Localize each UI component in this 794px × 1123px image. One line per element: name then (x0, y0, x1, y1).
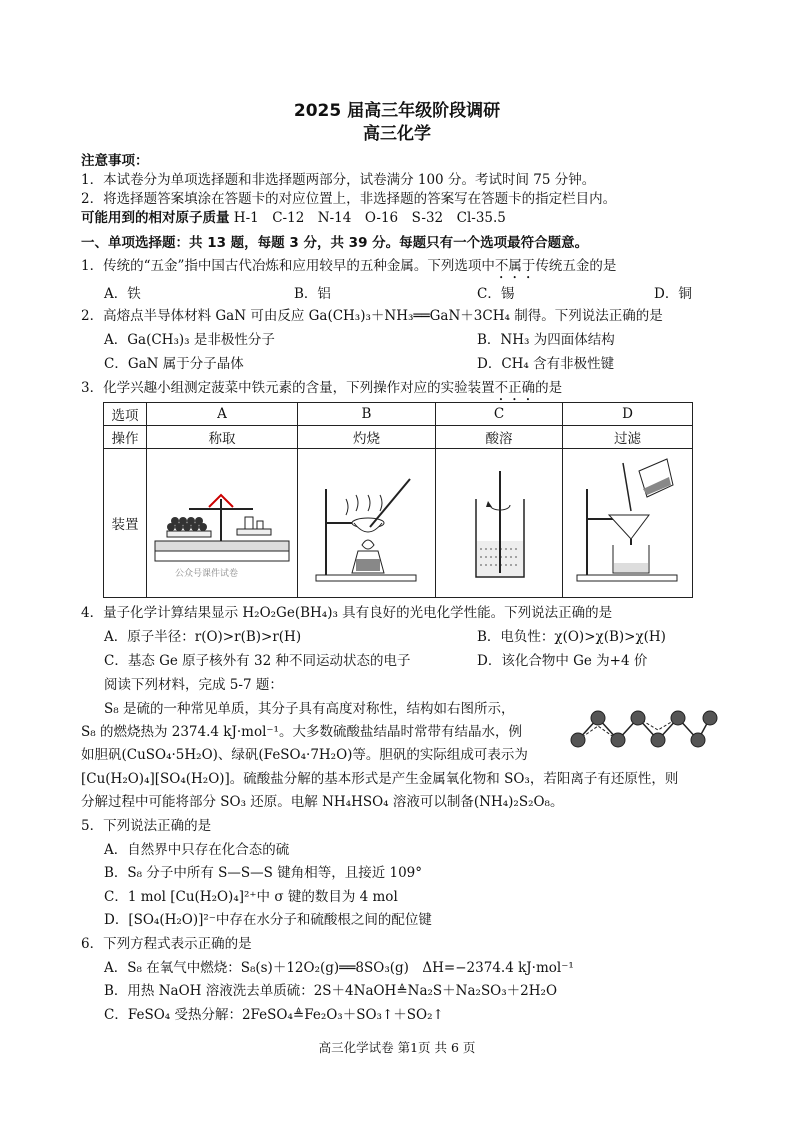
q4-stem: 4．量子化学计算结果显示 H₂O₂Ge(BH₄)₃ 具有良好的光电化学性能。下列说法正确的是 (81, 605, 613, 621)
table-operation-a: 称取 (147, 426, 298, 449)
filter-illustration (563, 449, 692, 593)
table-header-a: A (147, 403, 298, 426)
table-operation-c: 酸溶 (436, 426, 563, 449)
reading-line-4: [Cu(H₂O)₄][SO₄(H₂O)]。硫酸盐分解的基本形式是产生金属氧化物和 SO₃，若阳离子有还原性，则 (81, 771, 679, 787)
notes-item-2: 2．将选择题答案填涂在答题卡的对应位置上，非选择题的答案写在答题卡的指定栏目内。 (81, 191, 617, 207)
q2-option-c: C．GaN 属于分子晶体 (104, 356, 244, 372)
q5-option-b: B．S₈ 分子中所有 S—S—S 键角相等，且接近 109° (104, 865, 423, 881)
atomic-mass-label: 可能用到的相对原子质量 (81, 210, 230, 226)
table-header-b: B (298, 403, 436, 426)
watermark-text: 公众号课件试卷 (175, 569, 239, 579)
beaker-illustration (436, 449, 562, 593)
reading-intro: 阅读下列材料，完成 5-7 题： (104, 677, 283, 693)
balance-illustration (147, 449, 297, 593)
q1-stem (81, 254, 616, 282)
q1-option-a: A．铁 (104, 286, 141, 302)
q6-stem: 6．下列方程式表示正确的是 (81, 936, 252, 952)
table-header-option: 选项 (104, 403, 147, 426)
q5-option-c: C．1 mol [Cu(H₂O)₄]²⁺中 σ 键的数目为 4 mol (104, 889, 398, 905)
q1-option-b: B．铝 (294, 286, 331, 302)
q2-option-d: D．CH₄ 含有非极性键 (477, 356, 615, 372)
q1-stem-b: 传统五金的是 (535, 258, 617, 274)
table-header-c: C (436, 403, 563, 426)
reading-line-1: S₈ 是硫的一种常见单质，其分子具有高度对称性，结构如右图所示， (104, 701, 515, 717)
reading-line-3: 如胆矾(CuSO₄·5H₂O)、绿矾(FeSO₄·7H₂O)等。胆矾的实际组成可表示为 (81, 747, 528, 763)
q1-stem-a: 1．传统的“五金”指中国古代冶炼和应用较早的五种金属。下列选项中 (81, 258, 495, 274)
filtration-cell (563, 449, 693, 598)
burner-illustration (298, 449, 435, 593)
q4-option-b: B．电负性：χ(O)>χ(B)>χ(H) (477, 629, 666, 645)
burning-cell (298, 449, 436, 598)
q5-stem: 5．下列说法正确的是 (81, 818, 212, 834)
q5-option-a: A．自然界中只存在化合态的硫 (104, 842, 290, 858)
table-operation-d: 过滤 (563, 426, 693, 449)
reading-line-5: 分解过程中可能将部分 SO₃ 还原。电解 NH₄HSO₄ 溶液可以制备(NH₄)₂S₂O₈。 (81, 794, 564, 810)
balance-cell (147, 449, 298, 598)
table-operation-b: 灼烧 (298, 426, 436, 449)
atomic-mass-line (81, 206, 506, 226)
page-footer: 高三化学试卷 第1页 共 6 页 (318, 1040, 476, 1055)
q6-option-b: B．用热 NaOH 溶液洗去单质硫：2S＋4NaOH≜Na₂S＋Na₂SO₃＋2H₂O (104, 983, 558, 999)
q3-stem-a: 3．化学兴趣小组测定菠菜中铁元素的含量，下列操作对应的实验装置 (81, 380, 495, 396)
table-header-d: D (563, 403, 693, 426)
exam-title: 2025 届高三年级阶段调研 (293, 101, 501, 121)
q1-option-d: D．铜 (654, 286, 692, 302)
q6-option-c: C．FeSO₄ 受热分解：2FeSO₄≜Fe₂O₃＋SO₃↑＋SO₂↑ (104, 1007, 444, 1023)
q6-option-a: A．S₈ 在氧气中燃烧：S₈(s)＋12O₂(g)══8SO₃(g) ΔH=−2374.4 kJ·mol⁻¹ (104, 960, 574, 976)
q1-option-c: C．锡 (477, 286, 515, 302)
q4-option-a: A．原子半径：r(O)>r(B)>r(H) (104, 629, 302, 645)
notes-item-1: 1．本试卷分为单项选择题和非选择题两部分，试卷满分 100 分。考试时间 75 分钟。 (81, 172, 596, 188)
q2-stem: 2．高熔点半导体材料 GaN 可由反应 Ga(CH₃)₃＋NH₃══GaN＋3CH₄ 制得。下列说法正确的是 (81, 308, 663, 324)
reading-line-2: S₈ 的燃烧热为 2374.4 kJ·mol⁻¹。大多数硫酸盐结晶时常带有结晶水，例 (81, 724, 522, 740)
q2-option-a: A．Ga(CH₃)₃ 是非极性分子 (104, 332, 275, 348)
section-heading: 一、单项选择题：共 13 题，每题 3 分，共 39 分。每题只有一个选项最符合题意。 (81, 235, 589, 251)
q4-option-c: C．基态 Ge 原子核外有 32 种不同运动状态的电子 (104, 653, 411, 669)
exam-subject: 高三化学 (363, 124, 431, 144)
q1-stem-emphasis: 不属于 (494, 258, 536, 274)
notes-heading: 注意事项： (81, 153, 149, 169)
s8-structure-illustration (566, 704, 718, 754)
q4-option-d: D．该化合物中 Ge 为+4 价 (477, 653, 648, 669)
q3-stem-emphasis: 不正确 (494, 380, 536, 396)
acid-dissolve-cell (436, 449, 563, 598)
atomic-mass-values: H-1 C-12 N-14 O-16 S-32 Cl-35.5 (233, 210, 506, 226)
q5-option-d: D．[SO₄(H₂O)]²⁻中存在水分子和硫酸根之间的配位键 (104, 912, 432, 928)
apparatus-table (103, 402, 693, 598)
table-operation-label: 操作 (104, 426, 147, 449)
table-apparatus-label: 装置 (104, 449, 147, 598)
q2-option-b: B．NH₃ 为四面体结构 (477, 332, 615, 348)
q3-stem (81, 376, 562, 404)
q3-stem-b: 的是 (535, 380, 563, 396)
